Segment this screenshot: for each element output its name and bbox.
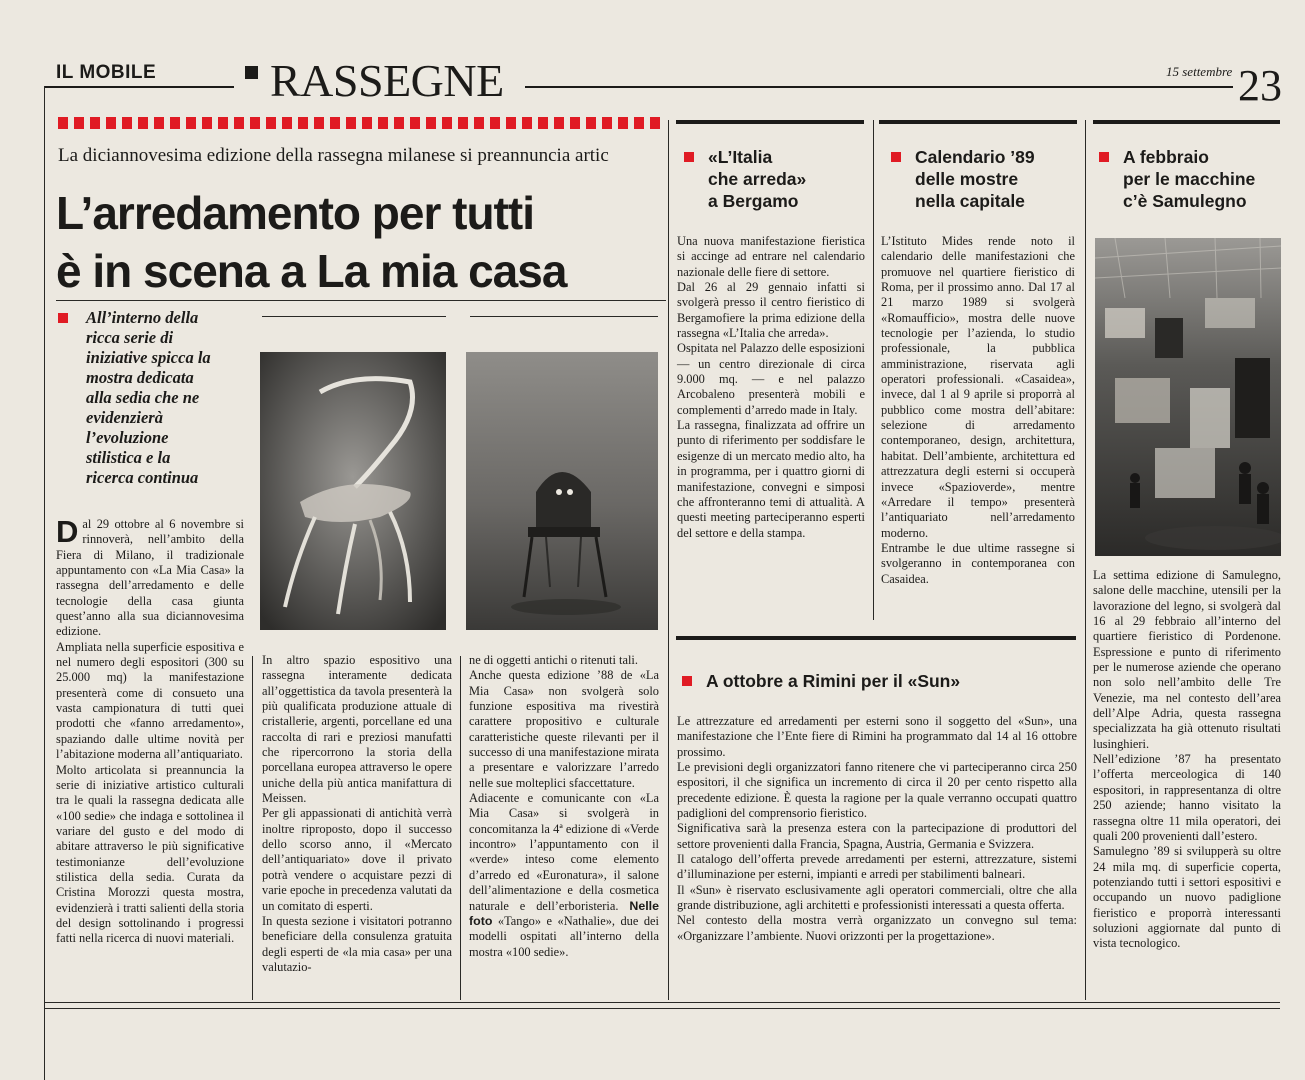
chair-photo-nathalie [466,352,658,630]
lead-kicker: La diciannovesima edizione della rassegna milanese si preannuncia artic [58,145,609,166]
calendario-title: Calendario ’89 delle mostre nella capitale [915,146,1075,212]
header-rule-left [44,86,234,88]
calendario-body: L’Istituto Mides rende noto il calendario delle manifestazioni che promuove nel quartiere fieristico di Roma, per il prossimo anno. Dal 17 al 21 marzo 1989 si svolgerà «Romaufficio», mostra delle nuove tecnologie per l’azienda, lo studio professionale, la pubblica amministrazione, riservata agli operatori professionali. «Casaidea», invece, dal 1 al 9 aprile si proporrà al pubblico come mostra dell’abitare: selezione di arredamento contemporaneo, design, architettura, habitat. Dell’ambiente, architettura ed attrezzatura degli esterni si occuperà invece «Spazioverde», mentre «Arredare il tempo» presenterà l’antiquariato nell’arredamento moderno. Entrambe le due ultime rassegne si svolgeranno in contemporanea con Casaidea. [881,234,1075,586]
chair-photo-tango [260,352,446,630]
red-dot-bar [58,117,666,129]
bullet-square-icon [684,152,694,162]
masthead: IL MOBILE [56,62,157,83]
photo-caption-label: Nelle foto [469,898,659,928]
rule-rimini [676,636,1076,640]
rule-bergamo [676,120,864,124]
lead-headline-line1: L’arredamento per tutti [56,187,534,239]
section-title: RASSEGNE [270,55,504,106]
column-divider [252,656,253,1000]
lead-headline-line2: è in scena a La mia casa [56,245,567,297]
issue-date: 15 settembre [1166,64,1233,79]
left-margin-rule [44,86,45,1080]
bergamo-body: Una nuova manifestazione fieristica si accinge ad entrare nel calendario nazionale delle fiere di settore. Dal 26 al 29 gennaio infatti si svolgerà presso il centro fieristico di Bergamofiere la prima edizione della rassegna «L’Italia che arreda». Ospitata nel Palazzo delle esposizioni — un centro direzionale di circa 9.000 mq. — e nel palazzo Arcobaleno presenterà mobili e complementi d’arredo made in Italy. La rassegna, finalizzata ad offrire un punto di riferimento per soddisfare le esigenze di un mercato medio alto, ha in programma, per i quattro giorni di manifestazione, convegni e simposi che affronteranno temi di attualità. A questi meeting parteciperanno esperti del settore e della stampa. [677,234,865,540]
rimini-body: Le attrezzature ed arredamenti per esterni sono il soggetto del «Sun», una manifestazione che l’Ente fiere di Rimini ha programmato dal 14 al 16 ottobre prossimo. Le previsioni degli organizzatori fanno ritenere che vi parteciperanno circa 250 espositori, il che significa un incremento di circa il 20 per cento rispetto alla precedente edizione. È questa la ragione per la quale verranno occupati quattro padiglioni del comprensorio fieristico. Significativa sarà la presenza estera con la partecipazione di produttori del settore provenienti dalla Francia, Spagna, Austria, Germania e Svizzera. Il catalogo dell’offerta prevede arredamenti per esterni, attrezzature, sistemi d’illuminazione per esterni, impianti e arredi per stabilimenti balneari. Il «Sun» è riservato esclusivamente agli operatori commerciali, oltre che alla grande distribuzione, agli architetti e professionisti interessati a questa offerta. Nel contesto della mostra verrà organizzato un convegno sul tema: «Organizzare l’ambiente. Nuovi orizzonti per la progettazione». [677,714,1077,943]
bergamo-title: «L’Italia che arreda» a Bergamo [708,146,868,212]
samulegno-body: La settima edizione di Samulegno, salone delle macchine, utensili per la lavorazione del legno, si svolgerà dal 16 al 29 febbraio all’interno del quartiere fieristico di Pordenone. Espressione e punto di riferimento per le numerose aziende che operano non solo nell’ambito delle Tre Venezie, ma nel contesto dell’area dell’Alpe Adria, questa rassegna specializzata ha già ottenuto risultati lusinghieri. Nell’edizione ’87 ha presentato l’offerta merceologica di 140 espositori, in rappresentanza di oltre 250 aziende; hanno visitato la rassegna oltre 11 mila operatori, dei quali 200 provenienti dall’estero. Samulegno ’89 si svilupperà su oltre 24 mila mq. di superficie coperta, potenziando tutti i settori espositivi e occupando un nuovo padiglione fieristico e proporrà interessanti soluzioni aggiornate dal punto di vista tecnologico. [1093,568,1281,951]
column-divider [873,120,874,620]
lead-column-3: ne di oggetti antichi o ritenuti tali. Anche questa edizione ’88 de «La Mia Casa» non svolgerà solo funzione espositiva ma rivestirà carattere propositivo e culturale caratteristiche queste rilevanti per il successo di una manifestazione mirata a presentare e valorizzare l’arredo nelle sue molteplici sfaccettature. Adiacente e comunicante con «La Mia Casa» si svolgerà in concomitanza la 4ª edizione di «Verde incontro» l’appuntamento con il «verde» inteso come elemento d’arredo ed «Euronatura», il salone dell’alimentazione e della cosmetica naturale e dell’erboristeria. Nelle foto «Tango» e «Nathalie», due dei modelli ospitati all’interno della mostra «100 sedie». [469,653,659,959]
column-divider [1085,120,1086,1000]
lead-summary: All’interno della ricca serie di iniziative spicca la mostra dedicata alla sedia che ne evidenzierà l’evoluzione stilistica e la ricerca continua [86,308,246,488]
lead-column-1: Dal 29 ottobre al 6 novembre si rinnoverà, nell’ambito della Fiera di Milano, il tradizionale appuntamento con «La Mia Casa» la rassegna dell’arredamento e delle tecnologie della casa giunta quest’anno alla sua diciannovesima edizione. Ampliata nella superficie espositiva e nel numero degli espositori (300 su 25.000 mq) la manifestazione presenterà come di consueto una vasta campionatura di tutti quei prodotti che «fanno arredamento», spaziando dalle ultime novità per l’abitazione moderna all’antiquariato. Molto articolata si preannuncia la serie di iniziative artistico culturali tra le quali la rassegna dedicata alle «100 sedie» che indaga e sottolinea il variare del gusto e del modo di abitare attraverso le più significative testimonianze dell’evoluzione stilistica della sedia. Curata da Cristina Morozzi questa mostra, evidenzierà i tratti salienti della storia del design sottolinando i progressi fatti nella ricerca di nuovi materiali. [56,514,244,946]
bottom-rule [44,1008,1280,1009]
photo-rule [470,316,658,317]
bullet-square-icon [1099,152,1109,162]
rule-calendario [879,120,1077,124]
page-number: 23 [1238,61,1282,110]
drop-cap: D [56,514,79,549]
header-rule-right [525,86,1233,88]
samulegno-title: A febbraio per le macchine c’è Samulegno [1123,146,1283,212]
photo-rule [262,316,446,317]
lead-column-2: In altro spazio espositivo una rassegna interamente dedicata all’oggettistica da tavola presenterà la più qualificata produzione attuale di cristallerie, argenti, porcellane ed una raccolta di rari e preziosi manufatti che ripercorrono la storia della porcellana europea attraverso le opere uniche della più antica manifattura di Meissen. Per gli appassionati di antichità verrà inoltre riproposto, dopo il successo dello scorso anno, il «Mercato dell’antiquariato» dove il privato potrà vendere o acquistare pezzi di varie epoche in precedenza valutati da un comitato di esperti. In questa sezione i visitatori potranno beneficiare della consulenza gratuita degli esperti de «la mia casa» per una valutazio- [262,653,452,974]
bullet-square-icon [58,313,68,323]
trade-fair-photo [1095,238,1281,556]
bullet-square-icon [682,676,692,686]
bullet-square-icon [891,152,901,162]
column-divider [668,120,669,1000]
rule-samulegno [1093,120,1280,124]
rimini-title: A ottobre a Rimini per il «Sun» [706,670,1066,692]
column-divider [460,656,461,1000]
headline-rule [56,300,666,301]
bottom-rule [44,1002,1280,1003]
section-square-icon [245,66,258,79]
